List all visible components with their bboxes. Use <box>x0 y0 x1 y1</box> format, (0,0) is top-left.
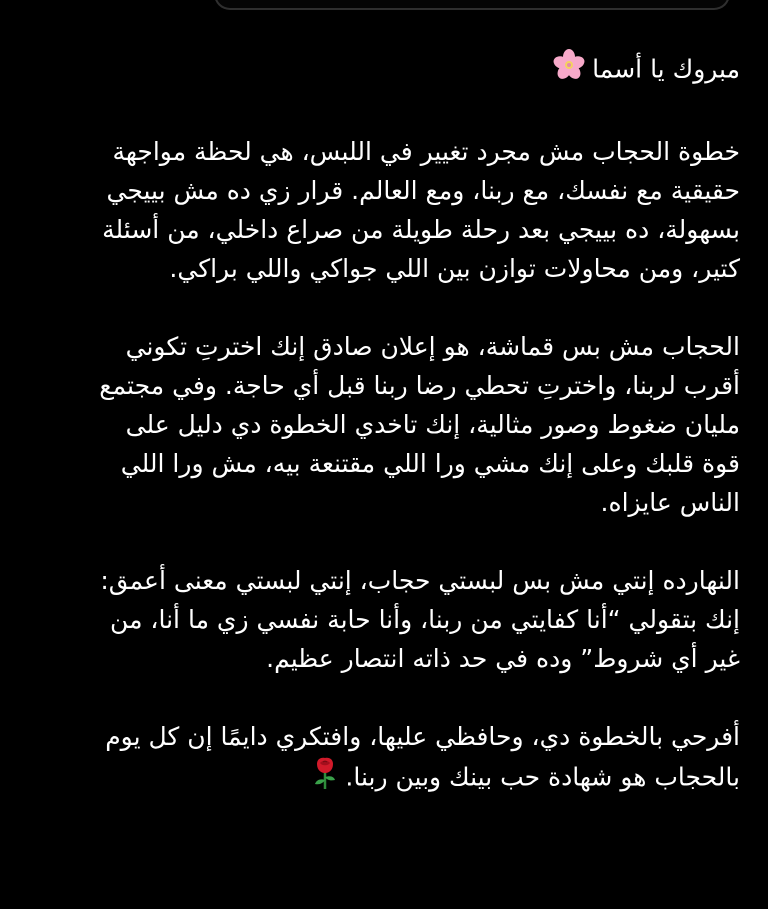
paragraph-4 <box>18 717 740 801</box>
paragraph-line: قوة قلبك وعلى إنك مشي ورا اللي مقتنعة بيه، مش ورا اللي <box>120 449 740 478</box>
paragraph-line: الحجاب مش بس قماشة، هو إعلان صادق إنك اخترتِ تكوني <box>125 332 740 361</box>
paragraph-line: أقرب لربنا، واخترتِ تحطي رضا ربنا قبل أي حاجة. وفي مجتمع <box>99 371 740 400</box>
paragraph-line: بسهولة، ده بييجي بعد رحلة طويلة من صراع داخلي، من أسئلة <box>102 215 740 244</box>
paragraph-line: أفرحي بالخطوة دي، وحافظي عليها، وافتكري دايمًا إن كل يوم <box>105 722 740 751</box>
paragraph-line: النهارده إنتي مش بس لبستي حجاب، إنتي لبستي معنى أعمق: <box>100 566 740 595</box>
greeting-text: مبروك يا أسما <box>592 54 740 84</box>
paragraph-line: بالحجاب هو شهادة حب بينك وبين ربنا. <box>345 762 740 792</box>
greeting-line <box>18 48 740 93</box>
paragraph-line: إنك بتقولي “أنا كفايتي من ربنا، وأنا حابة نفسي زي ما أنا، من <box>110 605 740 634</box>
paragraph-3 <box>18 561 740 678</box>
top-sheet-handle <box>214 0 730 10</box>
paragraph-line: مليان ضغوط وصور مثالية، إنك تاخدي الخطوة دي دليل على <box>125 410 740 439</box>
paragraph-last-line <box>18 756 740 801</box>
message-text <box>18 48 740 801</box>
paragraph-2 <box>18 327 740 522</box>
paragraph-1 <box>18 132 740 288</box>
paragraph-line: حقيقية مع نفسك، مع ربنا، ومع العالم. قرار زي ده مش بييجي <box>106 176 740 205</box>
rose-icon <box>311 756 339 801</box>
paragraph-line: غير أي شروط” وده في حد ذاته انتصار عظيم. <box>266 644 740 673</box>
paragraph-line: خطوة الحجاب مش مجرد تغيير في اللبس، هي لحظة مواجهة <box>112 137 740 166</box>
paragraph-line: كتير، ومن محاولات توازن بين اللي جواكي واللي براكي. <box>169 254 740 283</box>
cherry-blossom-icon <box>552 48 586 93</box>
paragraph-line: الناس عايزاه. <box>600 488 740 517</box>
